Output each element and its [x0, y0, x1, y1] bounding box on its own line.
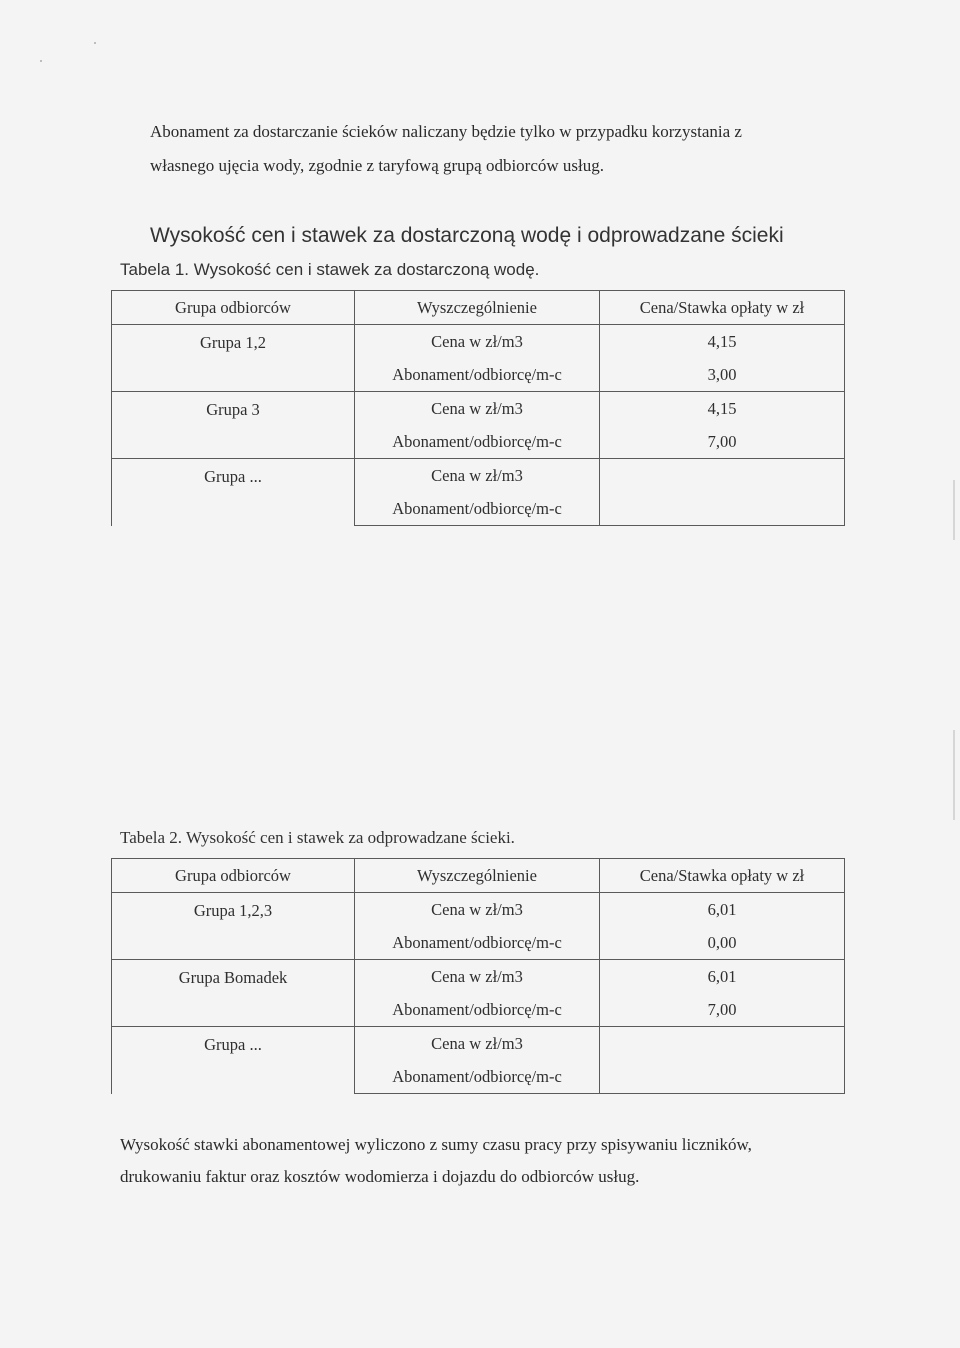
scan-edge-mark	[953, 730, 955, 820]
group-cell: Grupa ...	[112, 459, 355, 526]
table-row	[112, 893, 845, 927]
table1-header-spec: Wyszczególnienie	[355, 291, 600, 325]
table1	[111, 290, 845, 526]
table2-header-spec: Wyszczególnienie	[355, 859, 600, 893]
scan-edge-mark	[953, 480, 955, 540]
outro-line-2: drukowaniu faktur oraz kosztów wodomierza i dojazdu do odbiorców usług.	[120, 1167, 640, 1186]
group-cell: Grupa 3	[112, 392, 355, 459]
price-cell	[600, 1060, 845, 1094]
price-cell: 6,01	[600, 960, 845, 994]
spec-cell: Cena w zł/m3	[355, 960, 600, 994]
outro-line-1: Wysokość stawki abonamentowej wyliczono z sumy czasu pracy przy spisywaniu liczników,	[120, 1135, 752, 1154]
intro-line-1: Abonament za dostarczanie ścieków naliczany będzie tylko w przypadku korzystania z	[150, 122, 742, 141]
table2-header-price: Cena/Stawka opłaty w zł	[600, 859, 845, 893]
scan-speck	[40, 60, 42, 62]
table-row	[112, 325, 845, 359]
table-row	[112, 1027, 845, 1061]
spec-cell: Abonament/odbiorcę/m-c	[355, 492, 600, 526]
price-cell: 6,01	[600, 893, 845, 927]
spec-cell: Abonament/odbiorcę/m-c	[355, 358, 600, 392]
price-cell	[600, 492, 845, 526]
table-row	[112, 392, 845, 426]
table2-caption: Tabela 2. Wysokość cen i stawek za odprowadzane ścieki.	[120, 828, 515, 847]
spec-cell: Abonament/odbiorcę/m-c	[355, 993, 600, 1027]
table2-header-row	[112, 859, 845, 893]
spec-cell: Cena w zł/m3	[355, 325, 600, 359]
group-cell: Grupa 1,2,3	[112, 893, 355, 960]
price-cell: 7,00	[600, 425, 845, 459]
group-cell: Grupa ...	[112, 1027, 355, 1094]
spec-cell: Abonament/odbiorcę/m-c	[355, 926, 600, 960]
table1-header-group: Grupa odbiorców	[112, 291, 355, 325]
table2-header-group: Grupa odbiorców	[112, 859, 355, 893]
table2	[111, 858, 845, 1094]
spec-cell: Cena w zł/m3	[355, 893, 600, 927]
table1-caption: Tabela 1. Wysokość cen i stawek za dostarczoną wodę.	[120, 260, 540, 279]
spec-cell: Cena w zł/m3	[355, 1027, 600, 1061]
table-row	[112, 459, 845, 493]
spec-cell: Abonament/odbiorcę/m-c	[355, 1060, 600, 1094]
spec-cell: Cena w zł/m3	[355, 459, 600, 493]
table1-header-row	[112, 291, 845, 325]
price-cell: 7,00	[600, 993, 845, 1027]
price-cell: 3,00	[600, 358, 845, 392]
scan-speck	[94, 42, 96, 44]
group-cell: Grupa 1,2	[112, 325, 355, 392]
section-heading: Wysokość cen i stawek za dostarczoną wodę i odprowadzane ścieki	[150, 224, 784, 247]
group-cell: Grupa Bomadek	[112, 960, 355, 1027]
table-row	[112, 960, 845, 994]
spec-cell: Abonament/odbiorcę/m-c	[355, 425, 600, 459]
spec-cell: Cena w zł/m3	[355, 392, 600, 426]
price-cell: 0,00	[600, 926, 845, 960]
price-cell: 4,15	[600, 325, 845, 359]
price-cell	[600, 459, 845, 493]
intro-line-2: własnego ujęcia wody, zgodnie z taryfową grupą odbiorców usług.	[150, 156, 604, 175]
table1-header-price: Cena/Stawka opłaty w zł	[600, 291, 845, 325]
price-cell: 4,15	[600, 392, 845, 426]
price-cell	[600, 1027, 845, 1061]
